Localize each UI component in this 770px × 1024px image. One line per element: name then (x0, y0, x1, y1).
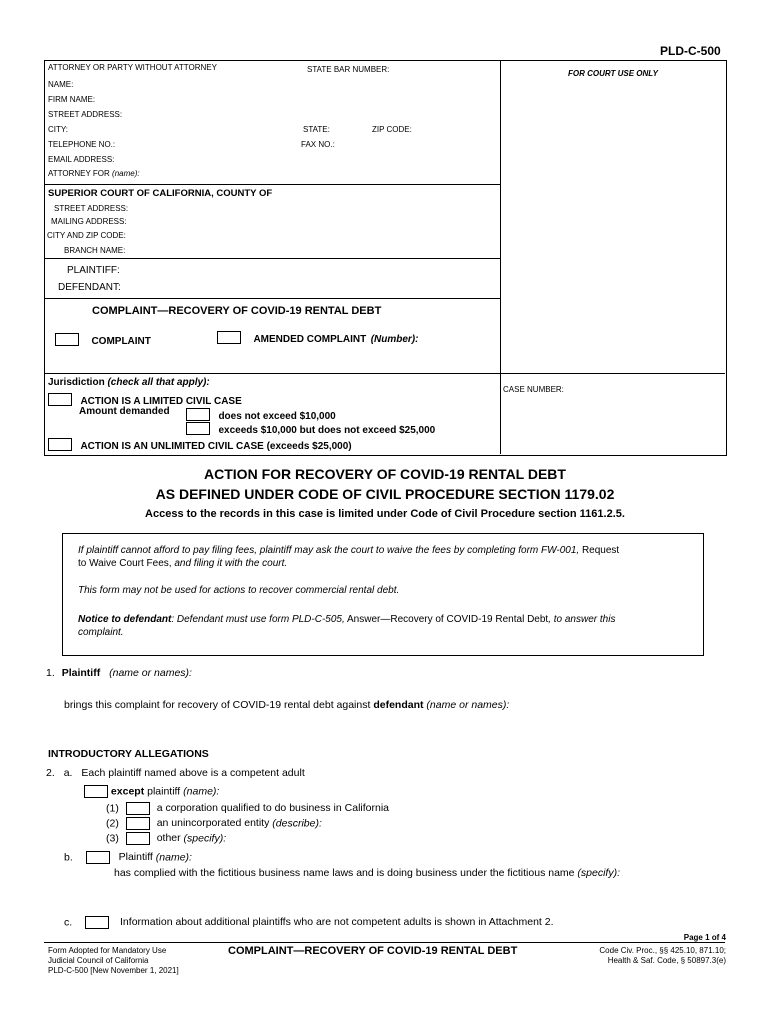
complaint-checkbox[interactable] (55, 333, 79, 346)
notice-p1-b: Request (581, 545, 620, 556)
footer-left-1: Form Adopted for Mandatory Use (48, 946, 167, 955)
item2a-except-row[interactable] (84, 785, 219, 798)
notice-p3-a: : Defendant must use form PLD-C-505, (171, 614, 345, 625)
court-street-label[interactable]: STREET ADDRESS: (54, 204, 129, 213)
unlimited-label: ACTION IS AN UNLIMITED CIVIL CASE (exceeds $25,000) (80, 441, 352, 452)
item2-num: 2. (46, 767, 55, 779)
item2a-2-row[interactable] (106, 817, 322, 830)
city-label[interactable]: CITY: (48, 125, 69, 134)
item2c-row[interactable] (64, 916, 554, 929)
item2a-3-text: other (156, 832, 181, 845)
item2c-checkbox[interactable] (85, 916, 109, 929)
item1-num: 1. (46, 667, 55, 679)
notice-p1-d: and filing it with the court. (174, 558, 288, 569)
item2a-letter: a. (63, 767, 73, 779)
item1-defendant-bold: defendant (373, 699, 424, 711)
footer-rule (44, 942, 725, 943)
attorney-header: ATTORNEY OR PARTY WITHOUT ATTORNEY (48, 63, 217, 72)
exceeds-label: exceeds $10,000 but does not exceed $25,000 (218, 425, 436, 436)
amount-demanded-label: Amount demanded (79, 406, 170, 417)
notice-p3-d: complaint. (78, 627, 124, 638)
except-label: except (110, 785, 145, 798)
notice-p3-b: Answer—Recovery of COVID-19 Rental Debt (347, 614, 549, 625)
notice-defendant (78, 613, 698, 639)
divider-court (44, 258, 500, 259)
footer-right (599, 946, 726, 966)
access-note: Access to the records in this case is limited under Code of Civil Procedure section 1161.2.5. (145, 508, 625, 520)
main-title-line1: ACTION FOR RECOVERY OF COVID-19 RENTAL DEBT (204, 466, 566, 482)
complaint-option-label: COMPLAINT (91, 336, 151, 347)
court-city-zip-label[interactable]: CITY AND ZIP CODE: (47, 231, 126, 240)
footer-left-3: PLD-C-500 [New November 1, 2021] (48, 966, 179, 975)
item1-defendant-ital: (name or names): (426, 699, 510, 711)
item2c-text: Information about additional plaintiffs who are not competent adults is shown in Attachment 2. (120, 916, 554, 929)
footer-right-2: Health & Saf. Code, § 50897.3(e) (607, 956, 726, 965)
email-label[interactable]: EMAIL ADDRESS: (48, 155, 115, 164)
court-use-label: FOR COURT USE ONLY (568, 69, 658, 78)
notice-p1-a: If plaintiff cannot afford to pay filing fees, plaintiff may ask the court to waive the fees by completing form FW-001, (78, 545, 580, 556)
notice-p1-c: to Waive Court Fees, (78, 558, 172, 569)
notice-p3-c: , to answer this (548, 614, 616, 625)
limited-checkbox[interactable] (48, 393, 72, 406)
notice-fee-waiver (78, 544, 698, 570)
amended-option-label: AMENDED COMPLAINT (253, 334, 367, 345)
complaint-checkbox-row[interactable] (55, 331, 151, 349)
court-mailing-label[interactable]: MAILING ADDRESS: (51, 217, 127, 226)
case-number-label[interactable]: CASE NUMBER: (503, 385, 564, 394)
footer-title: COMPLAINT—RECOVERY OF COVID-19 RENTAL DEBT (228, 945, 518, 957)
item2a-3-num: (3) (106, 832, 119, 845)
attorney-for-label[interactable] (48, 169, 140, 178)
court-branch-label[interactable]: BRANCH NAME: (64, 246, 126, 255)
not-exceed-label: does not exceed $10,000 (218, 411, 336, 422)
telephone-label[interactable]: TELEPHONE NO.: (48, 140, 116, 149)
item1-plaintiff[interactable] (46, 667, 192, 679)
item1-defendant[interactable] (64, 699, 509, 711)
item2a-text: Each plaintiff named above is a competent adult (81, 767, 305, 779)
item2c-letter: c. (64, 916, 73, 929)
defendant-label[interactable]: DEFENDANT: (58, 282, 121, 293)
except-ital: (name): (183, 785, 220, 798)
item2a-3-row[interactable] (106, 832, 226, 845)
footer-left-2: Judicial Council of California (48, 956, 149, 965)
limited-label: ACTION IS A LIMITED CIVIL CASE (80, 396, 242, 407)
fax-label[interactable]: FAX NO.: (301, 140, 335, 149)
footer-left (48, 946, 179, 976)
attorney-for-text: ATTORNEY FOR (48, 169, 110, 178)
item2b-letter: b. (64, 851, 73, 864)
zip-label[interactable]: ZIP CODE: (372, 125, 412, 134)
state-label[interactable]: STATE: (303, 125, 330, 134)
amended-number-label: (Number): (370, 334, 419, 345)
item2b-text2: has complied with the fictitious business name laws and is doing business under the fictitious name (114, 867, 575, 879)
divider-attorney (44, 184, 500, 185)
item2a-2-num: (2) (106, 817, 119, 830)
unincorporated-checkbox[interactable] (126, 817, 150, 830)
caption-divider (500, 60, 501, 454)
item2a-1-text: a corporation qualified to do business in California (156, 802, 389, 815)
amended-checkbox[interactable] (217, 331, 241, 344)
notice-commercial: This form may not be used for actions to recover commercial rental debt. (78, 585, 400, 596)
item2b-text: Plaintiff (118, 851, 153, 864)
corporation-checkbox[interactable] (126, 802, 150, 815)
state-bar-label: STATE BAR NUMBER: (307, 65, 390, 74)
jurisdiction-label (48, 377, 210, 388)
item2a-3-ital: (specify): (183, 832, 227, 845)
item2a-2-ital: (describe): (272, 817, 322, 830)
item1-ital: (name or names): (109, 667, 192, 679)
page-number: Page 1 of 4 (683, 933, 726, 942)
other-checkbox[interactable] (126, 832, 150, 845)
except-rest: plaintiff (147, 785, 181, 798)
attorney-for-name: (name): (112, 169, 140, 178)
item1-text: brings this complaint for recovery of COVID-19 rental debt against (64, 699, 371, 711)
item2a-row (46, 767, 305, 779)
footer-right-1: Code Civ. Proc., §§ 425.10, 871.10; (599, 946, 726, 955)
intro-heading: INTRODUCTORY ALLEGATIONS (48, 748, 209, 760)
item2a-1-num: (1) (106, 802, 119, 815)
item2b-ital2: (specify): (577, 867, 621, 879)
unlimited-checkbox[interactable] (48, 438, 72, 451)
complaint-title: COMPLAINT—RECOVERY OF COVID-19 RENTAL DEBT (92, 305, 382, 317)
plaintiff-label[interactable]: PLAINTIFF: (67, 265, 120, 276)
item2b-checkbox[interactable] (86, 851, 110, 864)
street-address-label[interactable]: STREET ADDRESS: (48, 110, 123, 119)
item2a-1-row[interactable] (106, 802, 389, 815)
firm-name-label[interactable]: FIRM NAME: (48, 95, 96, 104)
item2b-ital: (name): (155, 851, 192, 864)
item2a-2-text: an unincorporated entity (156, 817, 270, 830)
notice-p3-bold: Notice to defendant (78, 614, 172, 625)
except-checkbox[interactable] (84, 785, 108, 798)
jurisdiction-ital: (check all that apply): (107, 377, 210, 388)
item2b-row[interactable] (64, 851, 192, 864)
unlimited-row[interactable] (48, 436, 352, 454)
item1-label: Plaintiff (61, 667, 101, 679)
divider-jurisdiction (44, 373, 725, 374)
exceeds-checkbox[interactable] (186, 422, 210, 435)
court-title: SUPERIOR COURT OF CALIFORNIA, COUNTY OF (48, 188, 273, 199)
main-title-line2: AS DEFINED UNDER CODE OF CIVIL PROCEDURE SECTION 1179.02 (155, 486, 615, 502)
name-label[interactable]: NAME: (48, 80, 74, 89)
divider-parties (44, 298, 500, 299)
item2b-fictitious[interactable] (114, 867, 620, 879)
form-id: PLD-C-500 (660, 44, 721, 58)
jurisdiction-text: Jurisdiction (48, 377, 105, 388)
amended-checkbox-row[interactable] (217, 329, 418, 347)
